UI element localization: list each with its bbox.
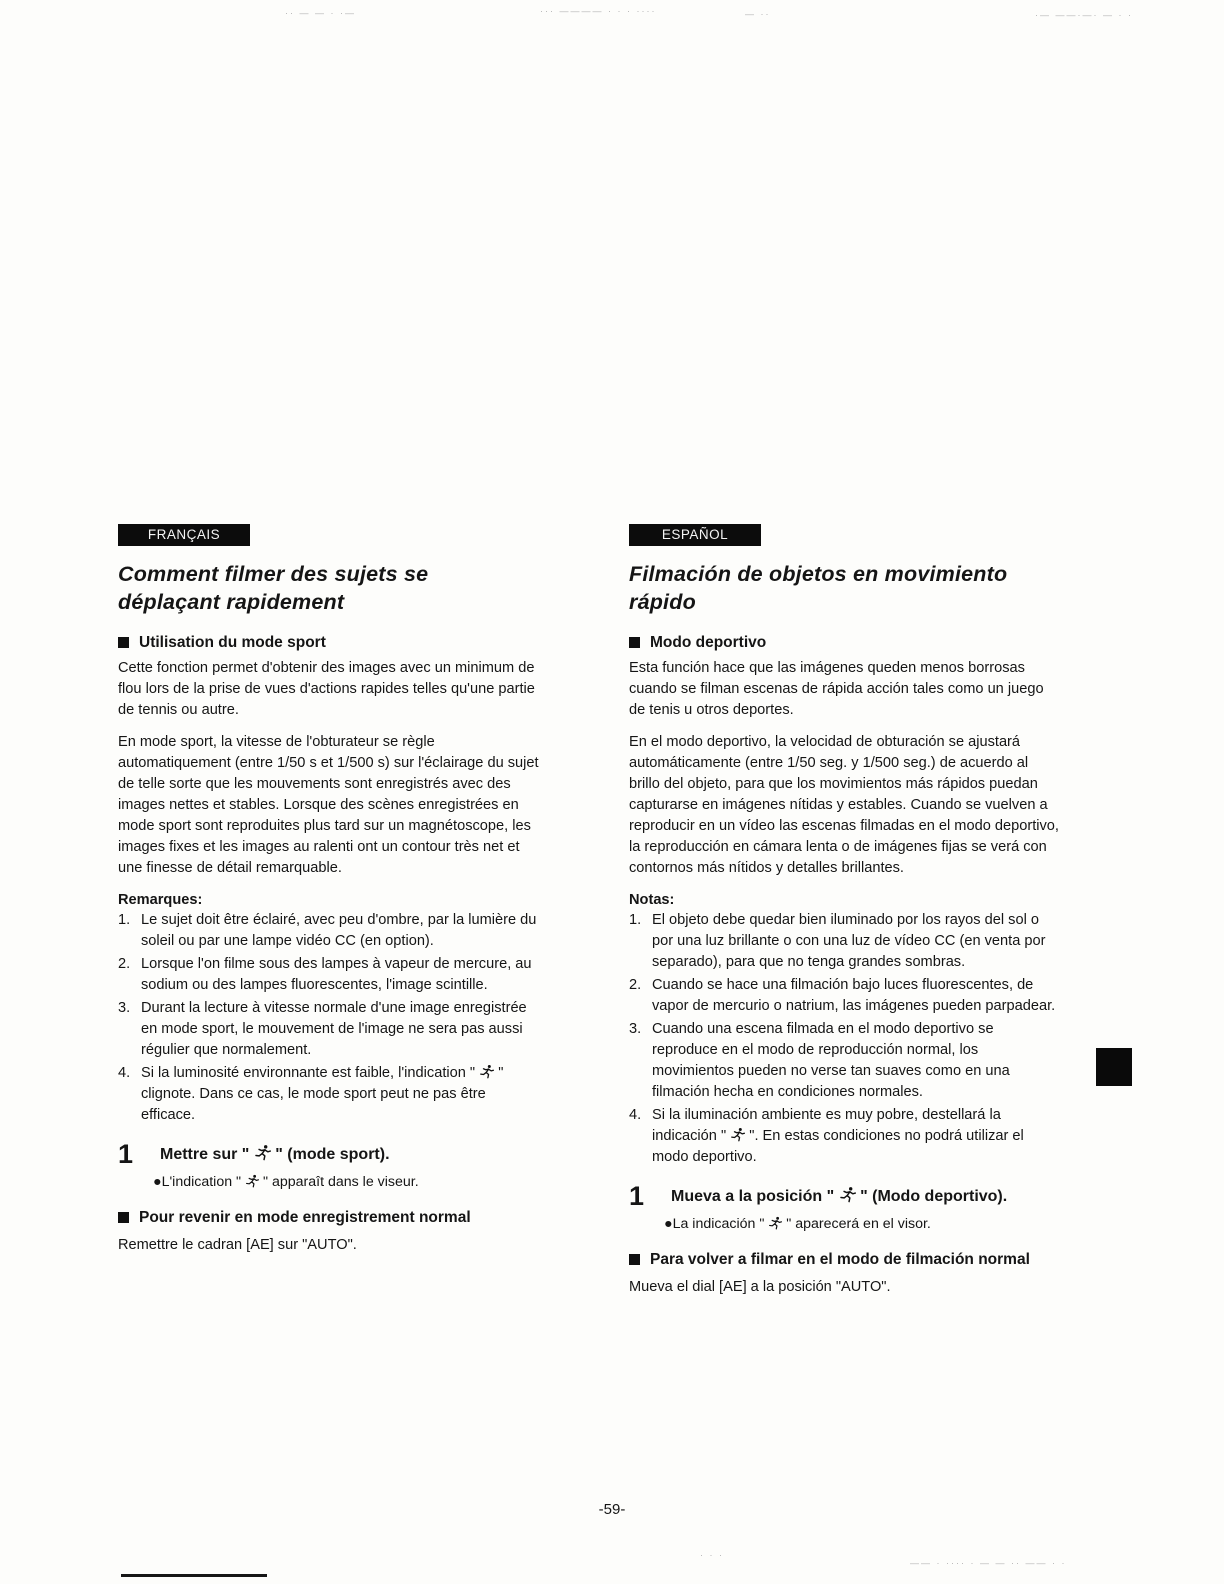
note-number: 3.	[629, 1021, 642, 1038]
french-note-2	[118, 954, 542, 996]
step-note-prefix: ●L'indication "	[153, 1173, 246, 1190]
sport-mode-icon	[768, 1216, 782, 1230]
note-number: 4.	[118, 1065, 131, 1082]
sport-mode-icon	[479, 1064, 494, 1079]
step-instruction	[153, 1141, 419, 1192]
note-number: 1.	[629, 912, 642, 929]
note-text: Durant la lecture à vitesse normale d'une image enregistrée en mode sport, le mouvement de l'image ne sera pas aussi régulier que normalement.	[141, 1000, 527, 1059]
step-text-suffix: " (mode sport).	[270, 1146, 390, 1164]
black-square-bullet-icon	[629, 1254, 640, 1265]
scan-artifact: —— · ···· · — — ·· —— · ·	[910, 1558, 1067, 1568]
section-heading-text: Utilisation du mode sport	[139, 633, 326, 651]
step-text-prefix: Mettre sur "	[160, 1146, 254, 1164]
spanish-note-2	[629, 975, 1061, 1017]
note-text: Cuando se hace una filmación bajo luces fluorescentes, de vapor de mercurio o natrium, las imágenes pueden parpadear.	[652, 977, 1056, 1015]
spanish-paragraph-1: Esta función hace que las imágenes queden menos borrosas cuando se filman escenas de rápida acción tales como un juego de tenis u otros deportes.	[629, 660, 1044, 719]
note-text-suffix: " clignote. Dans ce cas, le mode sport peut ne pas être efficace.	[141, 1065, 504, 1124]
note-number: 3.	[118, 1000, 131, 1017]
language-badge-espanol: ESPAÑOL	[629, 524, 761, 546]
spanish-note-4	[629, 1105, 1061, 1168]
note-text: Lorsque l'on filme sous des lampes à vapeur de mercure, au sodium ou des lampes fluorescentes, l'image scintille.	[141, 956, 532, 994]
page-number: -59-	[598, 1501, 626, 1518]
spanish-section-return-heading	[629, 1250, 1061, 1270]
note-text	[652, 1105, 1061, 1168]
step-number: 1	[629, 1181, 645, 1212]
step-note-suffix: " aparecerá en el visor.	[782, 1215, 931, 1232]
french-note-1	[118, 910, 542, 952]
scan-artifact: ·— ——·—· — · ·	[1035, 10, 1133, 20]
spanish-title: Filmación de objetos en movimiento rápido	[629, 562, 1008, 614]
language-badge-francais: FRANÇAIS	[118, 524, 250, 546]
note-text	[141, 1063, 542, 1126]
spanish-return-text: Mueva el dial [AE] a la posición "AUTO".	[629, 1278, 891, 1295]
sport-mode-icon	[839, 1186, 856, 1203]
french-notes-heading: Remarques:	[118, 892, 203, 909]
spanish-section-sport-heading	[629, 633, 1061, 653]
sport-mode-icon	[245, 1174, 259, 1188]
bottom-left-rule	[121, 1574, 267, 1577]
step-text-prefix: Mueva a la posición "	[671, 1188, 839, 1206]
step-note	[153, 1173, 419, 1193]
black-square-bullet-icon	[629, 637, 640, 648]
step-note-suffix: " apparaît dans le viseur.	[259, 1173, 419, 1190]
scan-artifact: ··· ———— · · · ····	[540, 6, 657, 16]
step-instruction	[664, 1183, 1008, 1234]
spanish-notes-heading: Notas:	[629, 892, 675, 909]
scan-artifact: · · ·	[700, 1550, 724, 1560]
spanish-note-1	[629, 910, 1061, 973]
spanish-paragraph-2: En el modo deportivo, la velocidad de obturación se ajustará automáticamente (entre 1/50 seg. y 1/500 seg.) de acuerdo al brillo del objeto, para que los movimientos más rápidos puedan capturarse en imágenes nítidas y estables. Cuando se vuelven a reproducir en un vídeo las escenas filmadas en el modo deportivo, la reproducción en cámara lenta o de imágenes fijas se verá con contornos más nítidos y detalles brillantes.	[629, 734, 1059, 877]
french-section-return-heading	[118, 1208, 542, 1228]
note-text-suffix: ". En estas condiciones no podrá utilizar el modo deportivo.	[652, 1128, 1024, 1166]
french-column	[118, 524, 542, 1256]
spanish-step-1	[629, 1183, 1061, 1234]
step-note-prefix: ●La indicación "	[664, 1215, 769, 1232]
note-text: El objeto debe quedar bien iluminado por los rayos del sol o por una luz brillante o con una luz de vídeo CC (en venta por separado), para que no tenga grandes sombras.	[652, 912, 1046, 971]
spanish-note-3	[629, 1019, 1061, 1103]
sport-mode-icon	[730, 1127, 745, 1142]
step-text-suffix: " (Modo deportivo).	[855, 1188, 1008, 1206]
section-heading-text: Modo deportivo	[650, 633, 767, 651]
french-section-sport-heading	[118, 633, 542, 653]
step-note	[664, 1215, 1007, 1235]
section-heading-text: Para volver a filmar en el modo de filmación normal	[650, 1251, 1030, 1269]
black-square-bullet-icon	[118, 637, 129, 648]
note-text: Cuando una escena filmada en el modo deportivo se reproduce en el modo de reproducción normal, los movimientos pueden no verse tan suaves como en una filmación hecha en condiciones normales.	[652, 1021, 1010, 1101]
french-return-text: Remettre le cadran [AE] sur "AUTO".	[118, 1236, 357, 1253]
french-paragraph-2: En mode sport, la vitesse de l'obturateur se règle automatiquement (entre 1/50 s et 1/500 s) sur l'éclairage du sujet de telle sorte que les mouvements sont enregistrés avec des images nettes et stables. Lorsque des scènes enregistrées en mode sport sont reproduites plus tard sur un magnétoscope, les images fixes et les images au ralenti ont un contour très net et une finesse de détail remarquable.	[118, 734, 539, 877]
spanish-column	[629, 524, 1061, 1298]
note-text: Le sujet doit être éclairé, avec peu d'ombre, par la lumière du soleil ou par une lampe vidéo CC (en option).	[141, 912, 537, 950]
page-edge-tab	[1096, 1048, 1132, 1086]
sport-mode-icon	[254, 1144, 271, 1161]
scan-artifact: ·· — — · ·—	[285, 8, 356, 18]
note-text-prefix: Si la iluminación ambiente es muy pobre, destellará la indicación "	[652, 1107, 1001, 1145]
black-square-bullet-icon	[118, 1212, 129, 1223]
french-note-3	[118, 998, 542, 1061]
french-step-1	[118, 1141, 542, 1192]
french-title: Comment filmer des sujets se déplaçant rapidement	[118, 562, 429, 614]
step-number: 1	[118, 1139, 134, 1170]
note-number: 4.	[629, 1107, 642, 1124]
note-number: 2.	[118, 956, 131, 973]
note-number: 1.	[118, 912, 131, 929]
scan-artifact: — ··	[745, 9, 771, 19]
note-number: 2.	[629, 977, 642, 994]
french-paragraph-1: Cette fonction permet d'obtenir des images avec un minimum de flou lors de la prise de vues d'actions rapides telles qu'une partie de tennis ou autre.	[118, 660, 535, 719]
note-text-prefix: Si la luminosité environnante est faible, l'indication "	[141, 1065, 480, 1082]
french-note-4	[118, 1063, 542, 1126]
section-heading-text: Pour revenir en mode enregistrement normal	[139, 1209, 471, 1227]
